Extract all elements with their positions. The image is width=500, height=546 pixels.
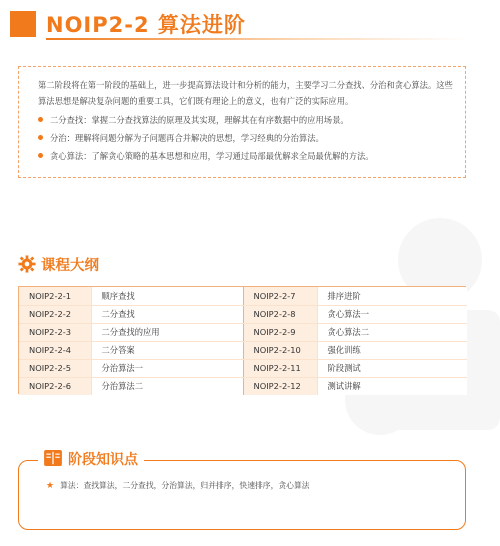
lesson-code: NOIP2-2-10 [243, 341, 317, 359]
lesson-code: NOIP2-2-4 [19, 341, 91, 359]
bullet-text: 二分查找：掌握二分查找算法的原理及其实现，理解其在有序数据中的应用场景。 [50, 115, 349, 125]
lesson-name: 阶段测试 [317, 359, 467, 377]
intro-bullet [38, 149, 374, 163]
lesson-name: 强化训练 [317, 341, 467, 359]
knowledge-title-text: 阶段知识点 [68, 452, 138, 468]
lesson-code: NOIP2-2-1 [19, 287, 91, 305]
page-title: NOIP2-2 算法进阶 [46, 13, 246, 37]
lesson-code: NOIP2-2-8 [243, 305, 317, 323]
lesson-code: NOIP2-2-9 [243, 323, 317, 341]
table-row [19, 287, 467, 305]
bullet-dot-icon [38, 117, 43, 122]
outline-section-title [18, 254, 99, 275]
knowledge-item-text: 算法：查找算法，二分查找，分治算法，归并排序，快速排序，贪心算法 [60, 481, 310, 490]
lesson-name: 排序进阶 [317, 287, 467, 305]
lesson-name: 贪心算法二 [317, 323, 467, 341]
lesson-code: NOIP2-2-2 [19, 305, 91, 323]
bullet-text: 分治：理解将问题分解为子问题再合并解决的思想，学习经典的分治算法。 [50, 133, 324, 143]
table-row [19, 377, 467, 395]
lesson-code: NOIP2-2-11 [243, 359, 317, 377]
bullet-dot-icon [38, 135, 43, 140]
intro-bullet [38, 113, 349, 127]
knowledge-box [18, 460, 466, 530]
outline-title-text: 课程大纲 [41, 258, 99, 274]
lesson-name: 贪心算法一 [317, 305, 467, 323]
knowledge-section-title [38, 450, 144, 470]
book-icon [44, 450, 62, 466]
lesson-name: 分治算法二 [91, 377, 243, 395]
lesson-name: 二分查找 [91, 305, 243, 323]
bullet-dot-icon [38, 153, 43, 158]
intro-paragraph: 第二阶段将在第一阶段的基础上，进一步提高算法设计和分析的能力，主要学习二分查找、分治和贪心算法。这些算法思想是解决复杂问题的重要工具，它们既有理论上的意义，也有广泛的实际应用。 [38, 80, 453, 106]
bullet-text: 贪心算法：了解贪心策略的基本思想和应用，学习通过局部最优解求全局最优解的方法。 [50, 151, 374, 161]
table-row [19, 305, 467, 323]
lesson-code: NOIP2-2-7 [243, 287, 317, 305]
lesson-code: NOIP2-2-12 [243, 377, 317, 395]
lesson-code: NOIP2-2-5 [19, 359, 91, 377]
lesson-code: NOIP2-2-3 [19, 323, 91, 341]
table-row [19, 359, 467, 377]
star-icon: ★ [46, 481, 55, 491]
lesson-name: 二分答案 [91, 341, 243, 359]
outline-table [18, 286, 466, 394]
lesson-name: 分治算法一 [91, 359, 243, 377]
header-underline [46, 38, 466, 40]
intro-bullet [38, 131, 324, 145]
lesson-name: 测试讲解 [317, 377, 467, 395]
knowledge-item [46, 480, 310, 491]
table-row [19, 341, 467, 359]
lesson-name: 顺序查找 [91, 287, 243, 305]
lesson-name: 二分查找的应用 [91, 323, 243, 341]
table-row [19, 323, 467, 341]
header-accent-square [10, 11, 36, 37]
lesson-code: NOIP2-2-6 [19, 377, 91, 395]
gear-icon [18, 255, 36, 273]
